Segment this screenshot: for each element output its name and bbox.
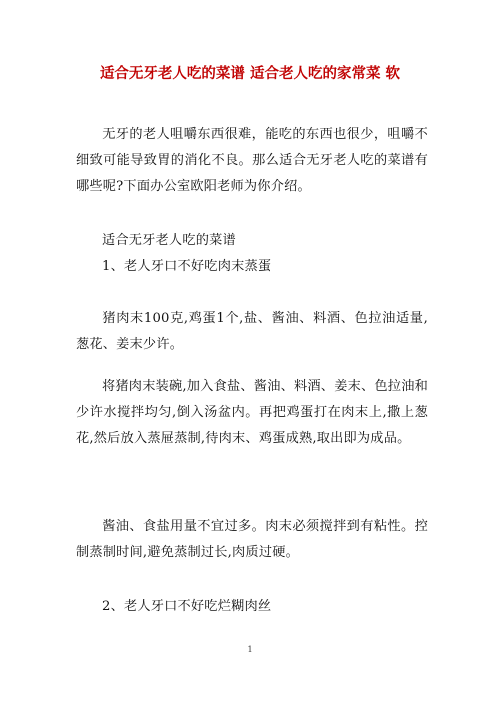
ingredients-paragraph [76,306,428,358]
page-number: 1 [247,645,253,654]
recipe-2-heading: 2、老人牙口不好吃烂糊肉丝 [102,599,272,614]
method-paragraph [76,374,428,452]
intro-text: 无牙的老人咀嚼东西很难，能吃的东西也很少，咀嚼不细致可能导致胃的消化不良。那么适合无牙老人吃的菜谱有哪些呢?下面办公室欧阳老师为你介绍。 [76,127,428,194]
document-title: 适合无牙老人吃的菜谱 适合老人吃的家常菜 软 [99,66,401,82]
tips-paragraph [76,514,428,566]
tips-text: 酱油、食盐用量不宜过多。肉末必须搅拌到有粘性。控制蒸制时间,避免蒸制过长,肉质过硬。 [76,519,428,560]
method-text: 将猪肉末装碗,加入食盐、酱油、料酒、姜末、色拉油和少许水搅拌均匀,倒入汤盆内。再把鸡蛋打在肉末上,撒上葱花,然后放入蒸屉蒸制,待肉末、鸡蛋成熟,取出即为成品。 [76,379,428,446]
recipe-1-heading: 1、老人牙口不好吃肉末蒸蛋 [102,259,272,274]
section-heading: 适合无牙老人吃的菜谱 [102,233,236,248]
intro-paragraph [76,122,428,200]
ingredients-text: 猪肉末100克,鸡蛋1个,盐、酱油、料酒、色拉油适量,葱花、姜末少许。 [76,311,428,352]
